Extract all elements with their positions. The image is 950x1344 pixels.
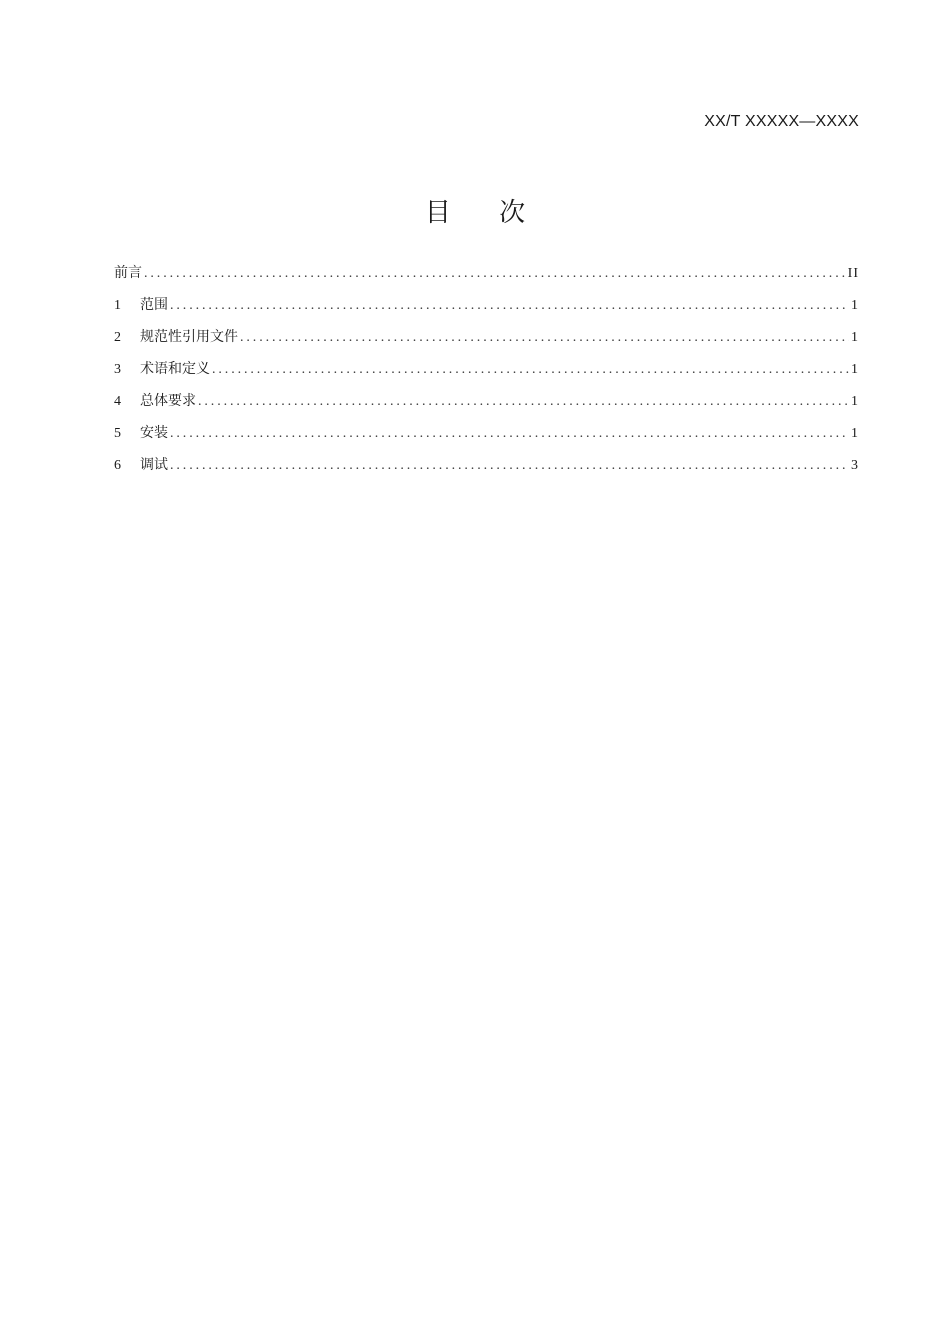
toc-entry-foreword[interactable] <box>114 264 859 296</box>
toc-dot-leader <box>144 264 846 284</box>
toc-entry-label: 范围 <box>140 298 168 313</box>
toc-entry-label: 术语和定义 <box>140 362 210 377</box>
toc-entry-page: 1 <box>851 394 859 409</box>
toc-entry-label: 前言 <box>114 266 142 281</box>
toc-entry-page: 3 <box>851 458 859 473</box>
toc-entry-page: 1 <box>851 426 859 441</box>
toc-entry-label: 调试 <box>140 458 168 473</box>
toc-entry-installation[interactable] <box>114 424 859 456</box>
toc-entry-general-requirements[interactable] <box>114 392 859 424</box>
toc-entry-normative-references[interactable] <box>114 328 859 360</box>
toc-dot-leader <box>170 296 849 316</box>
toc-entry-page: 1 <box>851 330 859 345</box>
toc-dot-leader <box>170 456 849 476</box>
toc-entry-number: 2 <box>114 330 121 345</box>
toc-dot-leader <box>212 360 849 380</box>
toc-entry-number: 6 <box>114 458 121 473</box>
toc-entry-page: 1 <box>851 362 859 377</box>
toc-entry-number: 1 <box>114 298 121 313</box>
toc-dot-leader <box>198 392 849 412</box>
toc-entry-number: 4 <box>114 394 121 409</box>
toc-entry-label: 安装 <box>140 426 168 441</box>
toc-entry-number: 5 <box>114 426 121 441</box>
toc-entry-commissioning[interactable] <box>114 456 859 488</box>
toc-entry-page: 1 <box>851 298 859 313</box>
table-of-contents <box>114 264 859 488</box>
toc-entry-page: II <box>847 266 859 281</box>
toc-title: 目 次 <box>424 198 546 228</box>
toc-entry-label: 规范性引用文件 <box>140 330 238 345</box>
toc-entry-scope[interactable] <box>114 296 859 328</box>
toc-entry-label: 总体要求 <box>140 394 196 409</box>
toc-dot-leader <box>240 328 849 348</box>
document-code: XX/T XXXXX—XXXX <box>704 113 859 130</box>
toc-entry-number: 3 <box>114 362 121 377</box>
toc-dot-leader <box>170 424 849 444</box>
toc-entry-terms-definitions[interactable] <box>114 360 859 392</box>
